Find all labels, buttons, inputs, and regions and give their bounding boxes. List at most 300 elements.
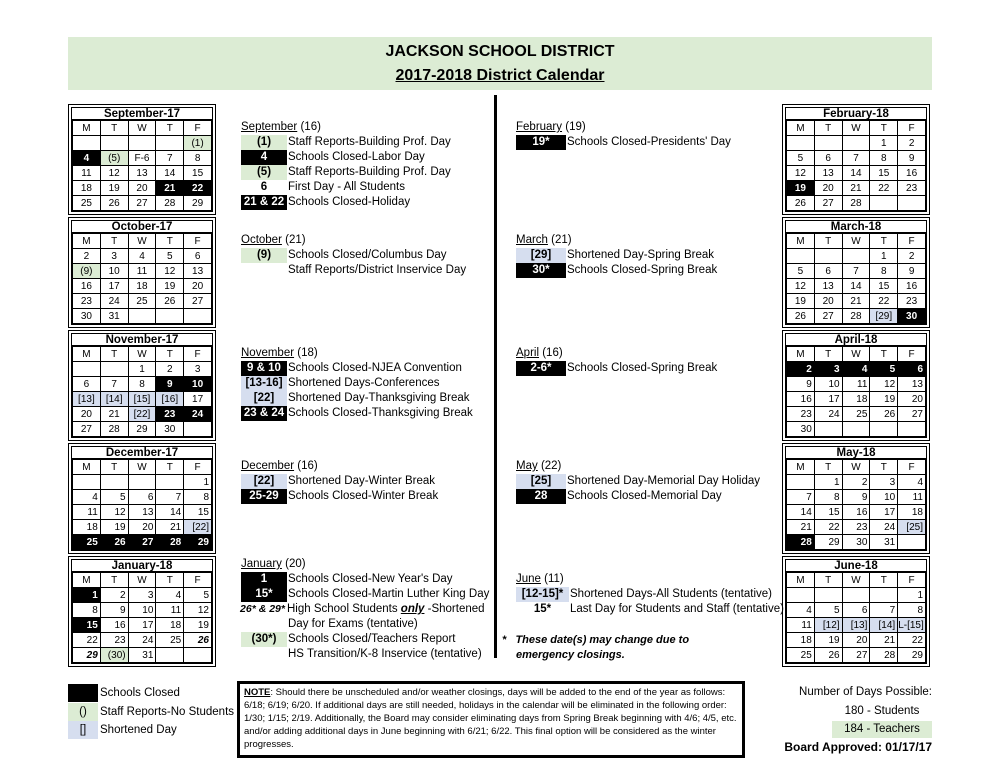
legend-shortened-label: Shortened Day xyxy=(100,724,177,736)
day-cell: 29 xyxy=(898,648,926,663)
day-cell: 2 xyxy=(100,588,128,603)
event-description: Schools Closed-Spring Break xyxy=(567,264,718,276)
day-cell: [13] xyxy=(842,618,870,633)
mini-calendar-title: October-17 xyxy=(72,221,212,233)
school-day-count: (20) xyxy=(285,558,306,570)
weekday-header: W xyxy=(842,573,870,588)
day-cell: 1 xyxy=(184,475,212,490)
mini-calendar-title: November-17 xyxy=(72,334,212,346)
day-cell: 8 xyxy=(73,603,101,618)
day-cell xyxy=(156,475,184,490)
day-cell xyxy=(787,475,815,490)
weekday-header: M xyxy=(787,460,815,475)
day-cell: 28 xyxy=(842,196,870,211)
day-cell: 26 xyxy=(184,633,212,648)
day-cell: 28 xyxy=(100,422,128,437)
event-description: Schools Closed-New Year's Day xyxy=(288,573,453,585)
event-date: [22] xyxy=(241,474,287,489)
day-cell: 13 xyxy=(128,505,156,520)
day-cell xyxy=(842,422,870,437)
legend-closed xyxy=(68,684,180,702)
weekday-header: T xyxy=(814,121,842,136)
event-row xyxy=(241,391,506,406)
month-events xyxy=(516,459,781,504)
day-cell: 8 xyxy=(184,151,212,166)
mini-calendar xyxy=(782,330,930,441)
day-cell: 14 xyxy=(156,505,184,520)
mini-calendar xyxy=(68,217,216,328)
day-cell: [29] xyxy=(870,309,898,324)
weekday-header: W xyxy=(128,234,156,249)
weekday-header: W xyxy=(842,460,870,475)
day-cell: 25 xyxy=(156,633,184,648)
day-cell: 9 xyxy=(156,377,184,392)
event-description: Staff Reports/District Inservice Day xyxy=(288,264,467,276)
mini-calendar xyxy=(782,217,930,328)
day-cell: 8 xyxy=(898,603,926,618)
day-cell: 19 xyxy=(787,181,815,196)
event-row xyxy=(241,587,506,602)
district-header xyxy=(68,37,932,90)
day-cell: 13 xyxy=(814,166,842,181)
day-cell: 8 xyxy=(184,490,212,505)
event-date: 21 & 22 xyxy=(241,195,287,210)
day-cell: 6 xyxy=(814,264,842,279)
day-cell: 20 xyxy=(128,181,156,196)
mini-calendar-title: April-18 xyxy=(786,334,926,346)
day-cell: 14 xyxy=(787,505,815,520)
month-name: March xyxy=(516,234,548,246)
day-cell: 13 xyxy=(184,264,212,279)
day-cell: (30) xyxy=(100,648,128,663)
day-cell xyxy=(898,535,926,550)
day-cell: 5 xyxy=(100,490,128,505)
day-cell: 7 xyxy=(787,490,815,505)
day-cell: 22 xyxy=(73,633,101,648)
day-cell: 13 xyxy=(128,166,156,181)
event-description: Schools Closed/Teachers Report xyxy=(288,633,456,645)
day-cell: 7 xyxy=(842,151,870,166)
day-cell: 20 xyxy=(73,407,101,422)
day-cell: 21 xyxy=(842,181,870,196)
day-cell: 9 xyxy=(842,490,870,505)
day-cell: 22 xyxy=(870,181,898,196)
event-description: Shortened Days-Conferences xyxy=(288,377,440,389)
month-events xyxy=(241,557,506,662)
day-cell: 9 xyxy=(898,264,926,279)
event-description: Schools Closed-Holiday xyxy=(288,196,411,208)
day-cell: 11 xyxy=(787,618,815,633)
day-cell: 15 xyxy=(184,166,212,181)
day-cell: 8 xyxy=(814,490,842,505)
event-date: 1 xyxy=(241,572,287,587)
weekday-header: T xyxy=(814,460,842,475)
weekday-header: T xyxy=(870,234,898,249)
day-cell: 21 xyxy=(787,520,815,535)
day-cell: 5 xyxy=(156,249,184,264)
event-description: High School Students only -Shortened xyxy=(287,603,485,615)
day-cell: 30 xyxy=(898,309,926,324)
event-row xyxy=(241,617,506,632)
day-cell: 18 xyxy=(128,279,156,294)
weekday-header: M xyxy=(73,573,101,588)
day-cell: 25 xyxy=(128,294,156,309)
day-cell: 20 xyxy=(128,520,156,535)
day-cell: 12 xyxy=(870,377,898,392)
day-cell: 12 xyxy=(787,279,815,294)
day-cell xyxy=(870,588,898,603)
event-row xyxy=(241,406,506,421)
day-cell: 10 xyxy=(128,603,156,618)
day-cell: 5 xyxy=(787,151,815,166)
month-name: February xyxy=(516,121,563,133)
weekday-header: W xyxy=(128,347,156,362)
event-date: [29] xyxy=(516,248,566,263)
day-cell: 15 xyxy=(184,505,212,520)
event-date: (9) xyxy=(241,248,287,263)
day-cell xyxy=(842,249,870,264)
day-cell: 6 xyxy=(128,490,156,505)
day-cell: 15 xyxy=(814,505,842,520)
day-cell: 14 xyxy=(842,279,870,294)
day-cell xyxy=(842,136,870,151)
board-approved: Board Approved: 01/17/17 xyxy=(784,740,932,754)
weekday-header: M xyxy=(73,460,101,475)
event-row xyxy=(241,165,506,180)
legend-shortened-swatch: [] xyxy=(68,721,98,739)
event-row xyxy=(516,248,781,263)
mini-calendar xyxy=(782,443,930,554)
mini-calendar xyxy=(68,104,216,215)
day-cell: 7 xyxy=(156,490,184,505)
weekday-header: T xyxy=(156,347,184,362)
mini-calendar-title: February-18 xyxy=(786,108,926,120)
asterisk-note-line1: These date(s) may change due to xyxy=(515,634,690,646)
day-cell: 18 xyxy=(842,392,870,407)
day-cell: [16] xyxy=(156,392,184,407)
month-events xyxy=(516,346,781,376)
day-cell: 2 xyxy=(73,249,101,264)
day-cell: 27 xyxy=(73,422,101,437)
event-date: 15* xyxy=(241,587,287,602)
day-cell: 9 xyxy=(787,377,815,392)
day-cell: 29 xyxy=(814,535,842,550)
event-row xyxy=(516,361,781,376)
day-cell: 1 xyxy=(814,475,842,490)
legend-staff-swatch: () xyxy=(68,703,98,721)
legend-closed-label: Schools Closed xyxy=(100,687,180,699)
day-cell: 22 xyxy=(898,633,926,648)
month-events xyxy=(516,120,781,150)
day-cell: 14 xyxy=(842,166,870,181)
day-cell: 18 xyxy=(787,633,815,648)
day-cell xyxy=(100,136,128,151)
event-row xyxy=(241,248,506,263)
days-possible-title: Number of Days Possible: xyxy=(799,686,932,698)
weekday-header: F xyxy=(184,460,212,475)
event-description: Schools Closed-Thanksgiving Break xyxy=(288,407,473,419)
day-cell xyxy=(73,475,101,490)
day-cell: 4 xyxy=(73,490,101,505)
weekday-header: T xyxy=(814,573,842,588)
month-events xyxy=(516,233,781,278)
day-cell: 29 xyxy=(184,196,212,211)
day-cell: [22] xyxy=(128,407,156,422)
month-name: June xyxy=(516,573,541,585)
event-row xyxy=(241,474,506,489)
school-day-count: (21) xyxy=(551,234,572,246)
event-description: Shortened Day-Spring Break xyxy=(567,249,715,261)
day-cell: 16 xyxy=(73,279,101,294)
school-day-count: (19) xyxy=(565,121,586,133)
day-cell: 10 xyxy=(814,377,842,392)
day-cell: 29 xyxy=(73,648,101,663)
mini-calendar xyxy=(68,443,216,554)
day-cell: 13 xyxy=(898,377,926,392)
month-events-heading xyxy=(516,233,781,248)
legend-shortened xyxy=(68,721,177,739)
day-cell: 18 xyxy=(898,505,926,520)
event-date: 9 & 10 xyxy=(241,361,287,376)
day-cell: 10 xyxy=(100,264,128,279)
month-events-heading xyxy=(516,572,781,587)
day-cell: 27 xyxy=(898,407,926,422)
days-teachers: 184 - Teachers xyxy=(832,721,932,738)
day-cell: 6 xyxy=(184,249,212,264)
day-cell: [12] xyxy=(814,618,842,633)
event-row xyxy=(516,602,784,617)
weekday-header: M xyxy=(73,347,101,362)
month-events xyxy=(241,120,506,210)
event-date: (5) xyxy=(241,165,287,180)
legend-staff xyxy=(68,703,234,721)
event-row xyxy=(241,489,506,504)
day-cell xyxy=(898,422,926,437)
day-cell: 27 xyxy=(128,196,156,211)
weekday-header: M xyxy=(73,234,101,249)
event-description: Schools Closed-NJEA Convention xyxy=(288,362,462,374)
event-description: Staff Reports-Building Prof. Day xyxy=(288,166,451,178)
weekday-header: F xyxy=(184,121,212,136)
day-cell: 27 xyxy=(814,309,842,324)
event-row xyxy=(241,263,506,278)
day-cell: 5 xyxy=(787,264,815,279)
day-cell: 24 xyxy=(814,407,842,422)
day-cell xyxy=(156,648,184,663)
day-cell xyxy=(870,422,898,437)
weekday-header: W xyxy=(128,121,156,136)
day-cell: 12 xyxy=(156,264,184,279)
day-cell: 30 xyxy=(842,535,870,550)
event-description: First Day - All Students xyxy=(288,181,405,193)
day-cell: 22 xyxy=(814,520,842,535)
day-cell: 5 xyxy=(870,362,898,377)
month-events xyxy=(516,572,784,617)
day-cell: 16 xyxy=(787,392,815,407)
weekday-header: F xyxy=(898,573,926,588)
day-cell xyxy=(787,588,815,603)
weekday-header: F xyxy=(898,234,926,249)
weekday-header: T xyxy=(100,347,128,362)
day-cell: [13] xyxy=(73,392,101,407)
day-cell: 30 xyxy=(156,422,184,437)
day-cell: 12 xyxy=(100,166,128,181)
weekday-header: M xyxy=(787,234,815,249)
event-description: Schools Closed-Memorial Day xyxy=(567,490,722,502)
day-cell: 1 xyxy=(128,362,156,377)
day-cell: 5 xyxy=(814,603,842,618)
day-cell: [22] xyxy=(184,520,212,535)
event-row xyxy=(516,263,781,278)
school-day-count: (21) xyxy=(285,234,306,246)
day-cell: 6 xyxy=(898,362,926,377)
weekday-header: T xyxy=(814,234,842,249)
day-cell xyxy=(184,422,212,437)
event-description: Staff Reports-Building Prof. Day xyxy=(288,136,451,148)
weekday-header: F xyxy=(184,573,212,588)
day-cell: 25 xyxy=(73,535,101,550)
event-description: Day for Exams (tentative) xyxy=(288,618,418,630)
month-events-heading xyxy=(516,346,781,361)
mini-calendar xyxy=(782,104,930,215)
day-cell: 3 xyxy=(870,475,898,490)
day-cell: 26 xyxy=(787,196,815,211)
day-cell: 31 xyxy=(100,309,128,324)
day-cell: 28 xyxy=(870,648,898,663)
day-cell: 30 xyxy=(73,309,101,324)
month-events-heading xyxy=(241,120,506,135)
day-cell: 22 xyxy=(184,181,212,196)
day-cell: 10 xyxy=(870,490,898,505)
event-description: Shortened Days-All Students (tentative) xyxy=(570,588,772,600)
day-cell: 29 xyxy=(128,422,156,437)
day-cell: 19 xyxy=(787,294,815,309)
day-cell: 6 xyxy=(842,603,870,618)
weekday-header: T xyxy=(156,573,184,588)
day-cell: 18 xyxy=(156,618,184,633)
month-events-heading xyxy=(241,557,506,572)
weekday-header: F xyxy=(898,121,926,136)
event-date xyxy=(241,647,287,662)
day-cell: 22 xyxy=(870,294,898,309)
emphasis-only: only xyxy=(400,603,425,615)
event-date: [12-15]* xyxy=(516,587,569,602)
day-cell: 11 xyxy=(128,264,156,279)
day-cell: 3 xyxy=(814,362,842,377)
day-cell: 30 xyxy=(787,422,815,437)
weekday-header: T xyxy=(870,460,898,475)
day-cell xyxy=(814,249,842,264)
weekday-header: T xyxy=(100,460,128,475)
weekday-header: M xyxy=(787,573,815,588)
month-name: May xyxy=(516,460,538,472)
day-cell: 24 xyxy=(100,294,128,309)
event-row xyxy=(241,632,506,647)
day-cell xyxy=(73,362,101,377)
day-cell: 13 xyxy=(814,279,842,294)
school-day-count: (16) xyxy=(300,121,321,133)
legend-staff-label: Staff Reports-No Students xyxy=(100,706,235,718)
day-cell: 7 xyxy=(842,264,870,279)
weekday-header: T xyxy=(100,121,128,136)
day-cell: 16 xyxy=(842,505,870,520)
days-students: 180 - Students xyxy=(844,705,920,717)
weekday-header: F xyxy=(184,347,212,362)
day-cell: 4 xyxy=(787,603,815,618)
school-day-count: (11) xyxy=(544,573,564,585)
event-date: (1) xyxy=(241,135,287,150)
event-row xyxy=(516,587,781,602)
day-cell: 16 xyxy=(100,618,128,633)
month-name: December xyxy=(241,460,295,472)
day-cell: 11 xyxy=(73,166,101,181)
event-date: 25-29 xyxy=(241,489,287,504)
event-row xyxy=(241,361,506,376)
day-cell: 26 xyxy=(156,294,184,309)
day-cell: 1 xyxy=(898,588,926,603)
day-cell: 27 xyxy=(128,535,156,550)
day-cell: 26 xyxy=(814,648,842,663)
day-cell: 24 xyxy=(128,633,156,648)
day-cell: 15 xyxy=(73,618,101,633)
day-cell: 8 xyxy=(870,264,898,279)
day-cell: 27 xyxy=(184,294,212,309)
day-cell: 25 xyxy=(73,196,101,211)
month-events-heading xyxy=(516,120,781,135)
day-cell: 11 xyxy=(73,505,101,520)
month-events-heading xyxy=(241,346,506,361)
day-cell xyxy=(787,136,815,151)
weekday-header: T xyxy=(156,460,184,475)
weekday-header: M xyxy=(787,121,815,136)
day-cell: 21 xyxy=(100,407,128,422)
day-cell: 15 xyxy=(870,166,898,181)
day-cell: 4 xyxy=(156,588,184,603)
day-cell: 16 xyxy=(898,279,926,294)
day-cell xyxy=(128,309,156,324)
event-row xyxy=(516,474,781,489)
event-row xyxy=(241,150,506,165)
day-cell: 12 xyxy=(184,603,212,618)
day-cell: 9 xyxy=(100,603,128,618)
weekday-header: M xyxy=(787,347,815,362)
event-date xyxy=(241,263,287,278)
month-events xyxy=(241,459,506,504)
weekday-header: W xyxy=(842,234,870,249)
day-cell xyxy=(787,249,815,264)
day-cell: 1 xyxy=(73,588,101,603)
day-cell: 2 xyxy=(842,475,870,490)
note-text: : Should there be unscheduled and/or weather closings, days will be added to the end of the year as follows: 6/18; 6/19; 6/20. If additional days are still needed, holidays in the calendar will be eliminated in the following order: 1/30; 1/15; 2/19. Additionally, the Board may consider eliminating days from Spring Break beginning with 4/6; 4/5, etc. and/or adding additional days in June beginning with 6/21; 6/22. This final option will be considered as the winter progresses. xyxy=(244,687,737,750)
weather-note xyxy=(237,681,745,758)
day-cell: 23 xyxy=(156,407,184,422)
day-cell: 10 xyxy=(184,377,212,392)
mini-calendar-title: May-18 xyxy=(786,447,926,459)
mini-calendar-title: September-17 xyxy=(72,108,212,120)
day-cell: 31 xyxy=(870,535,898,550)
day-cell: 2 xyxy=(156,362,184,377)
event-row xyxy=(241,647,506,662)
day-cell xyxy=(184,648,212,663)
weekday-header: F xyxy=(898,460,926,475)
weekday-header: T xyxy=(100,573,128,588)
day-cell: 19 xyxy=(100,520,128,535)
day-cell: 7 xyxy=(100,377,128,392)
day-cell xyxy=(73,136,101,151)
day-cell: 23 xyxy=(898,181,926,196)
day-cell: 26 xyxy=(787,309,815,324)
day-cell: (1) xyxy=(184,136,212,151)
